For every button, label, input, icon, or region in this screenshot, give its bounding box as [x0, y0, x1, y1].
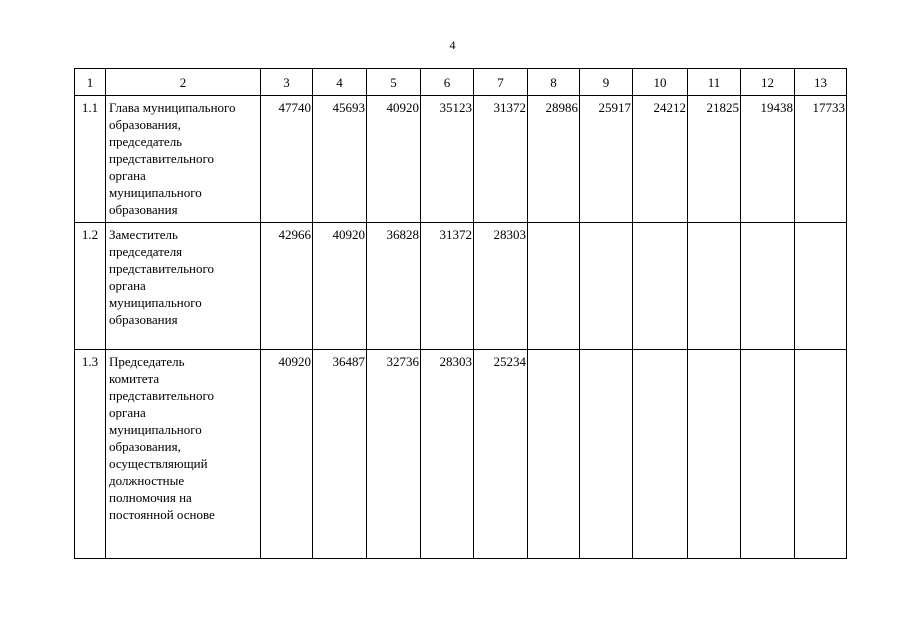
value-cell: 40920 [367, 96, 421, 223]
value-cell: 31372 [421, 223, 474, 350]
header-cell: 3 [261, 69, 313, 96]
position-name: Председатель комитета представительного органа муниципального образования, осуществляющий должностные полномочия на постоянной основе [106, 350, 261, 559]
value-cell [741, 223, 795, 350]
header-cell: 5 [367, 69, 421, 96]
value-cell [741, 350, 795, 559]
value-cell [795, 350, 847, 559]
value-cell: 35123 [421, 96, 474, 223]
page-number: 4 [449, 38, 456, 52]
table-row [75, 350, 847, 559]
value-cell: 25234 [474, 350, 528, 559]
position-name: Глава муниципального образования, председатель представительного органа муниципального образования [106, 96, 261, 223]
value-cell: 21825 [688, 96, 741, 223]
table-header-row [75, 69, 847, 96]
value-cell: 28986 [528, 96, 580, 223]
value-cell: 47740 [261, 96, 313, 223]
header-cell: 7 [474, 69, 528, 96]
value-cell [688, 223, 741, 350]
value-cell [528, 350, 580, 559]
table-row [75, 96, 847, 223]
header-cell: 2 [106, 69, 261, 96]
table-row [75, 223, 847, 350]
value-cell: 19438 [741, 96, 795, 223]
header-cell: 11 [688, 69, 741, 96]
value-cell [580, 223, 633, 350]
value-cell [633, 350, 688, 559]
value-cell [633, 223, 688, 350]
header-cell: 4 [313, 69, 367, 96]
value-cell: 24212 [633, 96, 688, 223]
value-cell [688, 350, 741, 559]
header-cell: 9 [580, 69, 633, 96]
value-cell: 36828 [367, 223, 421, 350]
position-name: Заместитель председателя представительного органа муниципального образования [106, 223, 261, 350]
value-cell [795, 223, 847, 350]
value-cell: 17733 [795, 96, 847, 223]
value-cell: 28303 [421, 350, 474, 559]
header-cell: 1 [75, 69, 106, 96]
value-cell [528, 223, 580, 350]
value-cell: 42966 [261, 223, 313, 350]
row-number: 1.2 [75, 223, 106, 350]
value-cell [580, 350, 633, 559]
value-cell: 25917 [580, 96, 633, 223]
header-cell: 6 [421, 69, 474, 96]
header-cell: 10 [633, 69, 688, 96]
row-number: 1.3 [75, 350, 106, 559]
row-number: 1.1 [75, 96, 106, 223]
value-cell: 45693 [313, 96, 367, 223]
value-cell: 31372 [474, 96, 528, 223]
value-cell: 40920 [261, 350, 313, 559]
value-cell: 28303 [474, 223, 528, 350]
value-cell: 32736 [367, 350, 421, 559]
header-cell: 12 [741, 69, 795, 96]
salary-table [74, 68, 847, 559]
value-cell: 40920 [313, 223, 367, 350]
header-cell: 8 [528, 69, 580, 96]
header-cell: 13 [795, 69, 847, 96]
value-cell: 36487 [313, 350, 367, 559]
